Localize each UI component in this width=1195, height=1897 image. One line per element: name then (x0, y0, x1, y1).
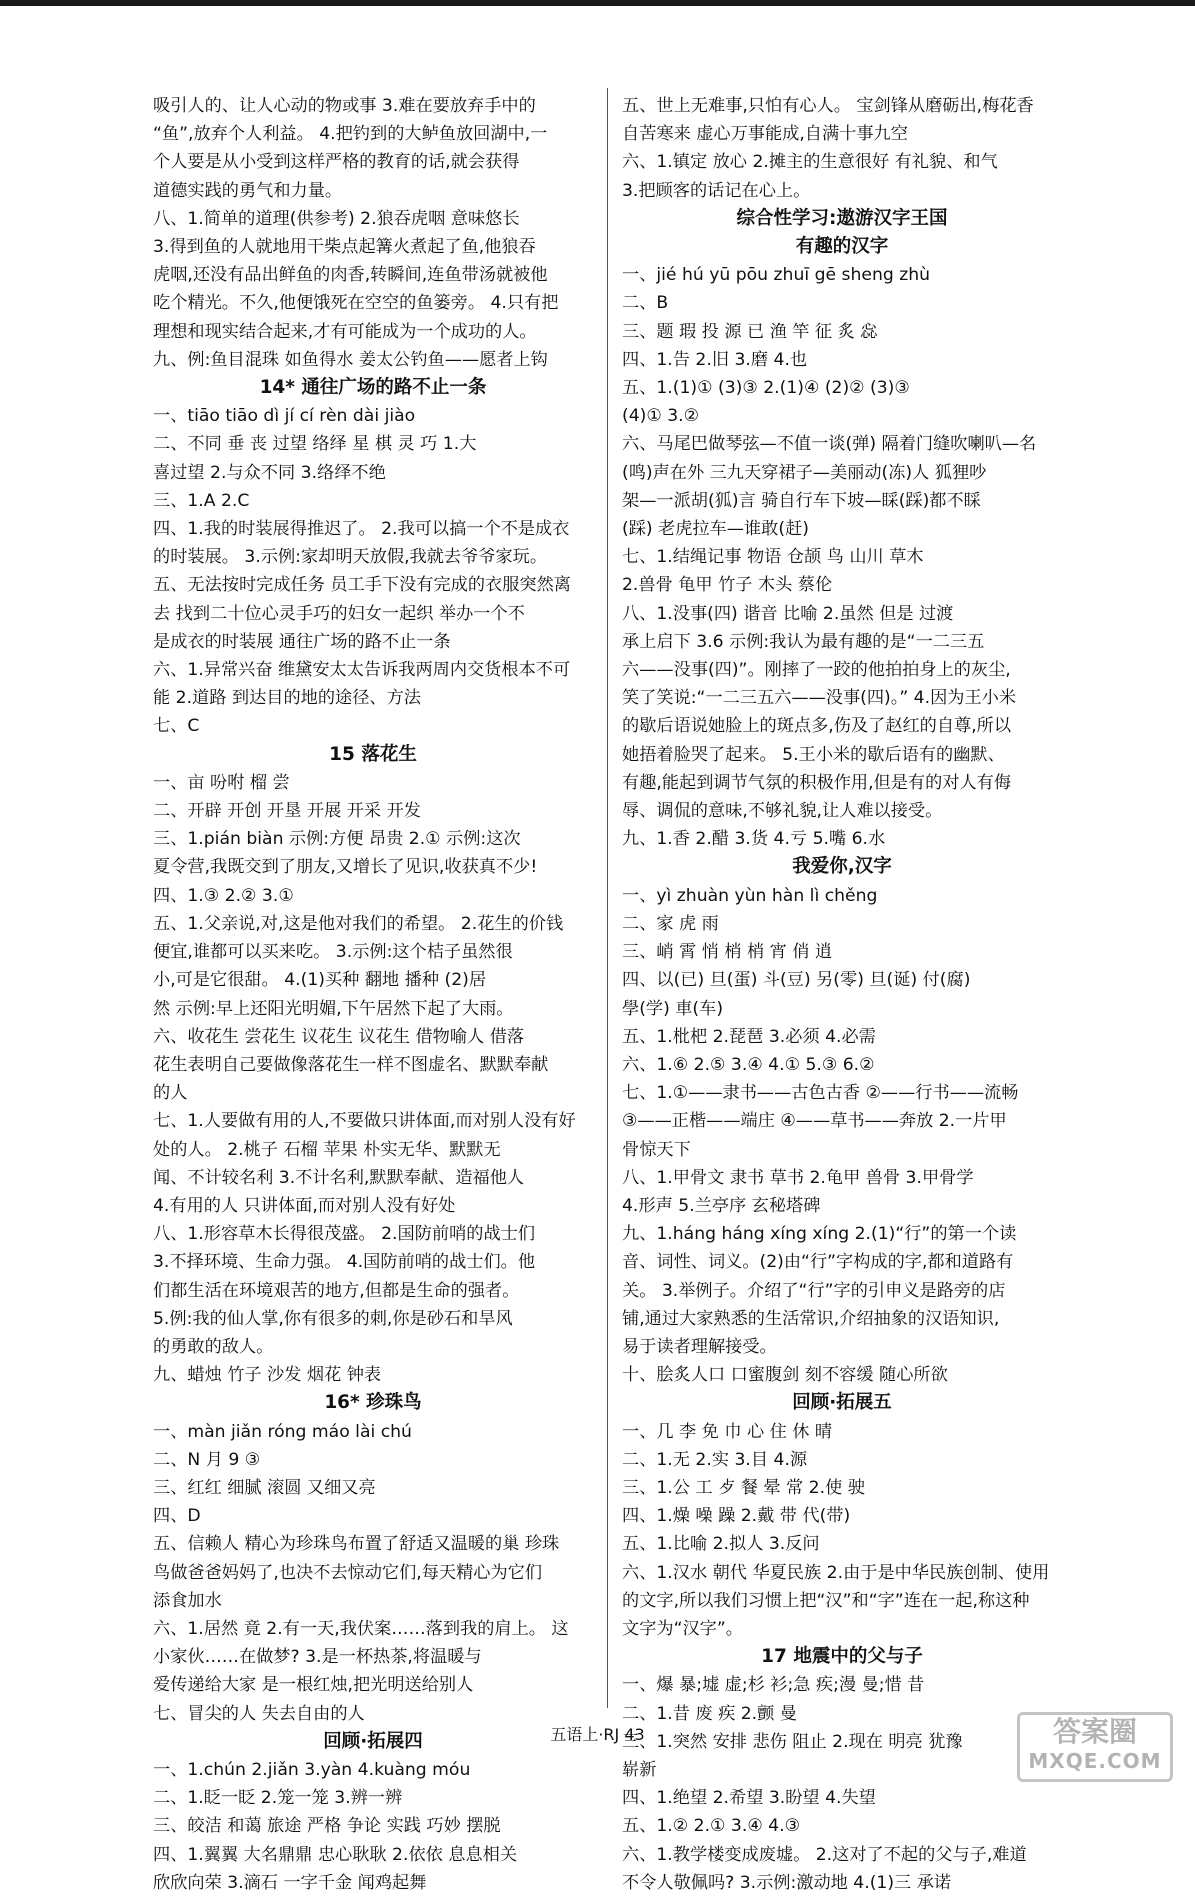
answer-line: 五、世上无难事,只怕有心人。 宝剑锋从磨砺出,梅花香 (622, 96, 1034, 116)
answer-line: 吃个精光。不久,他便饿死在空空的鱼篓旁。 4.只有把 (153, 293, 559, 314)
answer-line: 五、信赖人 精心为珍珠鸟布置了舒适又温暖的巢 珍珠 (153, 1534, 560, 1555)
answer-line: 们都生活在环境艰苦的地方,但都是生命的强者。 (153, 1280, 520, 1301)
answer-line: 六、1.镇定 放心 2.摊主的生意很好 有礼貌、和气 (622, 152, 998, 173)
answer-line: 七、1.结绳记事 物语 仓颉 鸟 山川 草木 (622, 547, 924, 568)
answer-line: 五、1.枇杷 2.琵琶 3.必须 4.必需 (622, 1026, 876, 1047)
section-heading: 有趣的汉字 (795, 236, 889, 258)
answer-line: 六、1.异常兴奋 维黛安太太告诉我两周内交货根本不可 (153, 660, 571, 681)
answer-line: 六、1.居然 竟 2.有一天,我伏案……落到我的肩上。 这 (153, 1618, 569, 1639)
answer-line: 吸引人的、让人心动的物或事 3.难在要放弃手中的 (153, 96, 536, 116)
answer-line: 小,可是它很甜。 4.(1)买种 翻地 播种 (2)居 (153, 970, 487, 991)
answer-line: 便宜,谁都可以买来吃。 3.示例:这个桔子虽然很 (153, 942, 513, 963)
answer-line: 三、皎洁 和蔼 旅途 严格 争论 实践 巧妙 摆脱 (153, 1816, 501, 1837)
answer-line: 三、题 瑕 投 源 已 渔 竿 征 炙 惢 (622, 321, 878, 342)
answer-line: 4.形声 5.兰亭序 玄秘塔碑 (622, 1195, 821, 1216)
answer-line: 铺,通过大家熟悉的生活常识,介绍抽象的汉语知识, (622, 1308, 1000, 1329)
answer-line: 八、1.甲骨文 隶书 草书 2.龟甲 兽骨 3.甲骨学 (622, 1167, 974, 1188)
answer-line: 一、tiāo tiāo dì jí cí rèn dài jiào (153, 406, 416, 427)
answer-line: 三、峭 霄 悄 梢 梢 宵 俏 逍 (622, 942, 833, 963)
answer-line: 欣欣向荣 3.滴石 一字千金 闻鸡起舞 (153, 1872, 427, 1893)
top-border (0, 0, 1195, 6)
answer-line: 虎咽,还没有品出鲜鱼的肉香,转瞬间,连鱼带汤就被他 (153, 265, 548, 286)
answer-line: 一、yì zhuàn yùn hàn lì chěng (622, 885, 878, 906)
answer-line: 骨惊天下 (622, 1139, 691, 1160)
answer-line: 九、蜡烛 竹子 沙发 烟花 钟表 (153, 1365, 382, 1386)
answer-line: 4.有用的人 只讲体面,而对别人没有好处 (153, 1195, 456, 1216)
answer-line: 一、màn jiǎn róng máo lài chú (153, 1421, 412, 1442)
answer-line: 的人 (153, 1083, 188, 1104)
answer-line: 四、1.翼翼 大名鼎鼎 忠心耿耿 2.依依 息息相关 (153, 1844, 518, 1865)
answer-line: 八、1.简单的道理(供参考) 2.狼吞虎咽 意味悠长 (153, 208, 520, 229)
answer-line: 七、1.人要做有用的人,不要做只讲体面,而对别人没有好 (153, 1111, 576, 1132)
answer-line: 五、1.② 2.① 3.④ 4.③ (622, 1816, 800, 1837)
answer-line: 二、1.眨一眨 2.笼一笼 3.辨一辨 (153, 1788, 403, 1809)
answer-line: 能 2.道路 到达目的地的途径、方法 (153, 688, 421, 709)
answer-line: 九、1.香 2.醋 3.货 4.亏 5.嘴 6.水 (622, 829, 886, 850)
watermark-bottom: MXQE.COM (1028, 1749, 1162, 1773)
page-footer: 五语上·RJ 43 (550, 1725, 645, 1744)
answer-line: 笑了笑说:“一二三五六——没事(四)。” 4.因为王小米 (622, 688, 1017, 709)
answer-line: 易于读者理解接受。 (622, 1336, 777, 1357)
answer-line: 七、C (153, 716, 200, 737)
answer-line: 六、1.教学楼变成废墟。 2.这对了不起的父与子,难道 (622, 1844, 1027, 1865)
section-heading: 我爱你,汉字 (792, 856, 892, 878)
answer-line: 五、无法按时完成任务 员工手下没有完成的衣服突然离 (153, 575, 571, 596)
answer-line: 3.得到鱼的人就地用干柴点起篝火煮起了鱼,他狼吞 (153, 237, 536, 258)
answer-line: 二、不同 垂 丧 过望 络绎 星 棋 灵 巧 1.大 (153, 434, 477, 455)
answer-line: 七、1.①——隶书——古色古香 ②——行书——流畅 (622, 1083, 1019, 1104)
answer-line: 3.把顾客的话记在心上。 (622, 180, 811, 201)
answer-line: 四、D (153, 1506, 201, 1527)
answer-line: (踩) 老虎拉车—谁敢(赶) (622, 519, 809, 540)
answer-line: 鸟做爸爸妈妈了,也决不去惊动它们,每天精心为它们 (153, 1562, 543, 1583)
answer-line: 是成衣的时装展 通往广场的路不止一条 (153, 631, 451, 652)
answer-line: 五、1.比喻 2.拟人 3.反问 (622, 1534, 820, 1555)
answer-line: 音、词性、词义。(2)由“行”字构成的字,都和道路有 (622, 1252, 1014, 1273)
answer-line: 四、1.告 2.旧 3.磨 4.也 (622, 349, 808, 370)
answer-line: 三、1.突然 安排 悲伤 阻止 2.现在 明亮 犹豫 (622, 1731, 963, 1752)
answer-line: 小家伙……在做梦? 3.是一杯热茶,将温暖与 (153, 1647, 482, 1668)
answer-line: 三、1.A 2.C (153, 490, 250, 511)
answer-line: 五、1.父亲说,对,这是他对我们的希望。 2.花生的价钱 (153, 913, 564, 934)
answer-line: 关。 3.举例子。介绍了“行”字的引申义是路旁的店 (622, 1280, 1006, 1301)
answer-line: 文字为“汉字”。 (622, 1618, 743, 1639)
answer-line: 的勇敢的敌人。 (153, 1336, 274, 1357)
answer-line: 不令人敬佩吗? 3.示例:激动地 4.(1)三 承诺 (622, 1872, 952, 1893)
left-column (153, 92, 593, 1897)
answer-line: 花生表明自己要做像落花生一样不图虚名、默默奉献 (153, 1054, 549, 1075)
section-heading: 综合性学习:遨游汉字王国 (736, 207, 948, 229)
answer-line: 七、冒尖的人 失去自由的人 (153, 1703, 365, 1724)
answer-line: 处的人。 2.桃子 石榴 苹果 朴实无华、默默无 (153, 1139, 501, 1160)
answer-line: 2.兽骨 龟甲 竹子 木头 蔡伦 (622, 575, 833, 596)
answer-line: 辱、调侃的意味,不够礼貌,让人难以接受。 (622, 801, 943, 822)
answer-line: 六——没事(四)”。刚摔了一跤的他拍拍身上的灰尘, (622, 660, 1011, 681)
answer-line: 八、1.没事(四) 谐音 比喻 2.虽然 但是 过渡 (622, 603, 954, 624)
answer-line: 二、1.无 2.实 3.目 4.源 (622, 1449, 808, 1470)
answer-line: (鸣)声在外 三九天穿裙子—美丽动(冻)人 狐狸吵 (622, 462, 987, 483)
answer-line: 六、马尾巴做琴弦—不值一谈(弹) 隔着门缝吹喇叭—名 (622, 434, 1037, 455)
section-heading: 17 地震中的父与子 (761, 1646, 923, 1668)
answer-line: 四、1.我的时装展得推迟了。 2.我可以搞一个不是成衣 (153, 519, 570, 540)
answer-line: 有趣,能起到调节气氛的积极作用,但是有的对人有侮 (622, 772, 1012, 793)
answer-line: 她捂着脸哭了起来。 5.王小米的歇后语有的幽默、 (622, 744, 1005, 765)
answer-line: 承上启下 3.6 示例:我认为最有趣的是“一二三五 (622, 631, 985, 652)
answer-line: 一、亩 吩咐 榴 尝 (153, 772, 290, 793)
section-heading: 14* 通往广场的路不止一条 (259, 377, 487, 399)
answer-line: 理想和现实结合起来,才有可能成为一个成功的人。 (153, 321, 537, 342)
answer-line: 十、脍炙人口 口蜜腹剑 刻不容缓 随心所欲 (622, 1365, 948, 1386)
answer-line: 一、1.chún 2.jiǎn 3.yàn 4.kuàng móu (153, 1759, 471, 1780)
answer-line: 的歇后语说她脸上的斑点多,伤及了赵红的自尊,所以 (622, 716, 1012, 737)
answer-line: 3.不择环境、生命力强。 4.国防前哨的战士们。他 (153, 1252, 536, 1273)
answer-line: 然 示例:早上还阳光明媚,下午居然下起了大雨。 (153, 998, 514, 1019)
answer-line: 二、1.昔 废 疾 2.颤 曼 (622, 1703, 797, 1724)
answer-line: 夏令营,我既交到了朋友,又增长了见识,收获真不少! (153, 857, 538, 878)
answer-line: 三、1.pián biàn 示例:方便 昂贵 2.① 示例:这次 (153, 829, 521, 850)
answer-line: 一、爆 暴;墟 虚;杉 衫;急 疾;漫 曼;惜 昔 (622, 1675, 925, 1696)
answer-line: 八、1.形容草木长得很茂盛。 2.国防前哨的战士们 (153, 1224, 536, 1245)
answer-line: 个人要是从小受到这样严格的教育的话,就会获得 (153, 152, 520, 173)
answer-line: 一、jié hú yū pōu zhuī gē sheng zhù (622, 265, 931, 286)
section-heading: 回顾·拓展五 (792, 1392, 892, 1414)
answer-line: 的时装展。 3.示例:家却明天放假,我就去爷爷家玩。 (153, 547, 548, 568)
answer-line: 九、1.háng háng xíng xíng 2.(1)“行”的第一个读 (622, 1224, 1017, 1245)
answer-line: 添食加水 (153, 1590, 222, 1611)
answer-line: 喜过望 2.与众不同 3.络绎不绝 (153, 462, 386, 483)
answer-line: “鱼”,放弃个人利益。 4.把钓到的大鲈鱼放回湖中,一 (153, 124, 548, 145)
answer-line: 一、几 李 免 巾 心 住 休 晴 (622, 1421, 833, 1442)
answer-line: 三、红红 细腻 滚圆 又细又亮 (153, 1477, 376, 1498)
answer-line: 闻、不计较名利 3.不计名利,默默奉献、造福他人 (153, 1167, 525, 1188)
answer-line: 九、例:鱼目混珠 如鱼得水 姜太公钓鱼——愿者上钩 (153, 349, 548, 370)
column-divider (607, 88, 608, 1708)
answer-line: 二、家 虎 雨 (622, 913, 719, 934)
answer-line: 5.例:我的仙人掌,你有很多的刺,你是砂石和旱风 (153, 1308, 513, 1329)
answer-line: 六、收花生 尝花生 议花生 议花生 借物喻人 借落 (153, 1026, 525, 1047)
answer-line: 自苦寒来 虚心万事能成,自满十事九空 (622, 124, 908, 145)
answer-line: 的文字,所以我们习惯上把“汉”和“字”连在一起,称这种 (622, 1590, 1030, 1611)
answer-line: 六、1.⑥ 2.⑤ 3.④ 4.① 5.③ 6.② (622, 1054, 875, 1075)
answer-line: 崭新 (622, 1759, 657, 1780)
answer-line: 道德实践的勇气和力量。 (153, 180, 343, 201)
answer-line: 四、1.燥 噪 躁 2.戴 带 代(带) (622, 1506, 851, 1527)
answer-line: 爱传递给大家 是一根红烛,把光明送给别人 (153, 1675, 474, 1696)
answer-line: 二、开辟 开创 开垦 开展 开采 开发 (153, 801, 421, 822)
answer-line: 三、1.公 工 歺 餐 晕 常 2.使 驶 (622, 1477, 865, 1498)
right-column (622, 92, 1062, 1897)
answer-line: 學(学) 車(车) (622, 998, 724, 1019)
watermark-top: 答案圈 (1052, 1715, 1137, 1748)
answer-line: (4)① 3.② (622, 406, 700, 427)
section-heading: 15 落花生 (329, 743, 417, 765)
section-heading: 16* 珍珠鸟 (324, 1392, 422, 1414)
answer-line: 二、B (622, 293, 669, 314)
answer-line: 六、1.汉水 朝代 华夏民族 2.由于是中华民族创制、使用 (622, 1562, 1050, 1583)
answer-line: 架—一派胡(狐)言 骑自行车下坡—睬(踩)都不睬 (622, 490, 981, 511)
answer-line: ③——正楷——端庄 ④——草书——奔放 2.一片甲 (622, 1111, 1007, 1132)
answer-line: 四、1.③ 2.② 3.① (153, 885, 294, 906)
answer-line: 去 找到二十位心灵手巧的妇女一起织 举办一个不 (153, 603, 525, 624)
answer-line: 五、1.(1)① (3)③ 2.(1)④ (2)② (3)③ (622, 378, 910, 399)
section-heading: 回顾·拓展四 (323, 1730, 423, 1752)
answer-line: 四、1.绝望 2.希望 3.盼望 4.失望 (622, 1788, 876, 1809)
answer-line: 四、以(已) 旦(蛋) 斗(豆) 另(零) 旦(诞) 付(腐) (622, 970, 971, 991)
answer-line: 二、N 月 9 ③ (153, 1449, 261, 1470)
watermark-logo (1017, 1712, 1173, 1782)
